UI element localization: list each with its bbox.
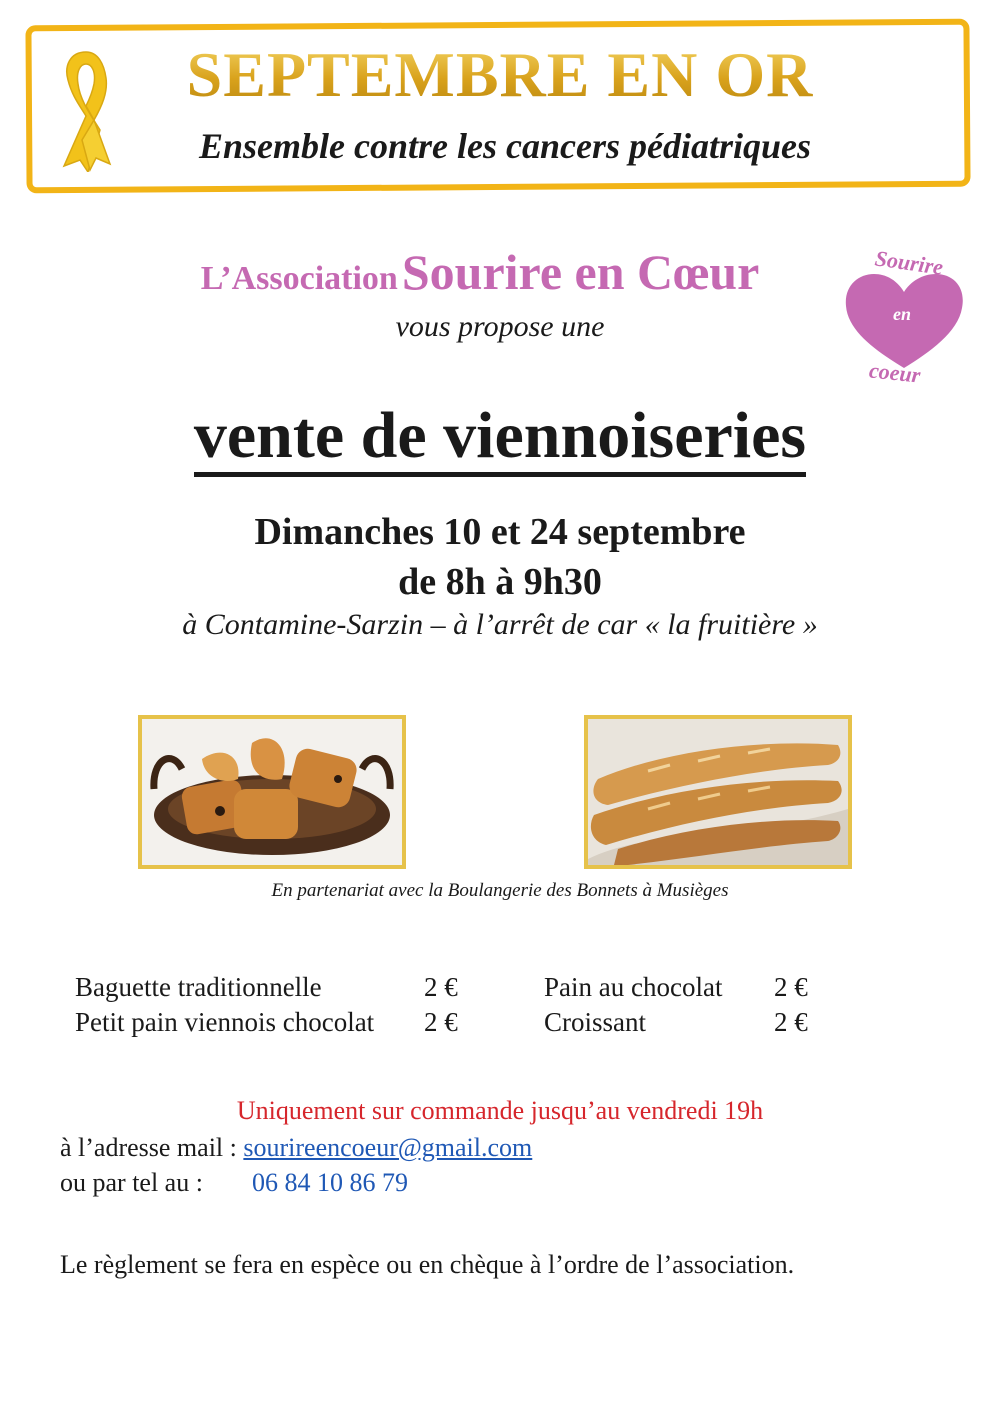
event-place: à Contamine-Sarzin – à l’arrêt de car « la fruitière » [182, 608, 818, 641]
basket-of-pastries-photo [138, 715, 406, 869]
event-hours: de 8h à 9h30 [398, 561, 602, 603]
sourire-en-coeur-logo [838, 240, 978, 390]
banner-subtitle: Ensemble contre les cancers pédiatriques [199, 126, 811, 166]
price-item-value: 2 € [424, 972, 458, 1002]
logo-bottom-text: coeur [867, 357, 922, 388]
price-item-value: 2 € [774, 1007, 808, 1037]
price-item-value: 2 € [774, 972, 808, 1002]
association-prefix: L’Association [200, 260, 398, 297]
mail-line [60, 1133, 532, 1163]
price-item-value: 2 € [424, 1007, 458, 1037]
phone-number[interactable]: 06 84 10 86 79 [251, 1168, 408, 1197]
price-item-name: Pain au chocolat [544, 972, 723, 1002]
price-item-name: Croissant [544, 1007, 647, 1037]
event-title: vente de viennoiseries [0, 398, 1000, 474]
event-dates: Dimanches 10 et 24 septembre [254, 511, 746, 553]
price-item-name: Baguette traditionnelle [75, 972, 322, 1002]
banner-title: SEPTEMBRE EN OR [0, 38, 1000, 112]
email-link[interactable]: sourireencoeur@gmail.com [243, 1133, 533, 1162]
logo-top-text: Sourire [873, 245, 945, 280]
baguettes-photo [584, 715, 852, 869]
association-name: Sourire en Cœur [401, 244, 760, 300]
mail-label: à l’adresse mail : [60, 1133, 237, 1162]
logo-middle-text: en [893, 304, 911, 324]
tel-line [60, 1168, 408, 1198]
tel-label: ou par tel au : [60, 1168, 203, 1197]
association-line [0, 243, 960, 301]
price-item-name: Petit pain viennois chocolat [75, 1007, 375, 1037]
partner-text: En partenariat avec la Boulangerie des Bonnets à Musièges [271, 880, 729, 901]
payment-text: Le règlement se fera en espèce ou en chèque à l’ordre de l’association. [60, 1250, 795, 1279]
order-notice: Uniquement sur commande jusqu’au vendredi 19h [236, 1096, 764, 1125]
propose-text: vous propose une [395, 310, 605, 343]
